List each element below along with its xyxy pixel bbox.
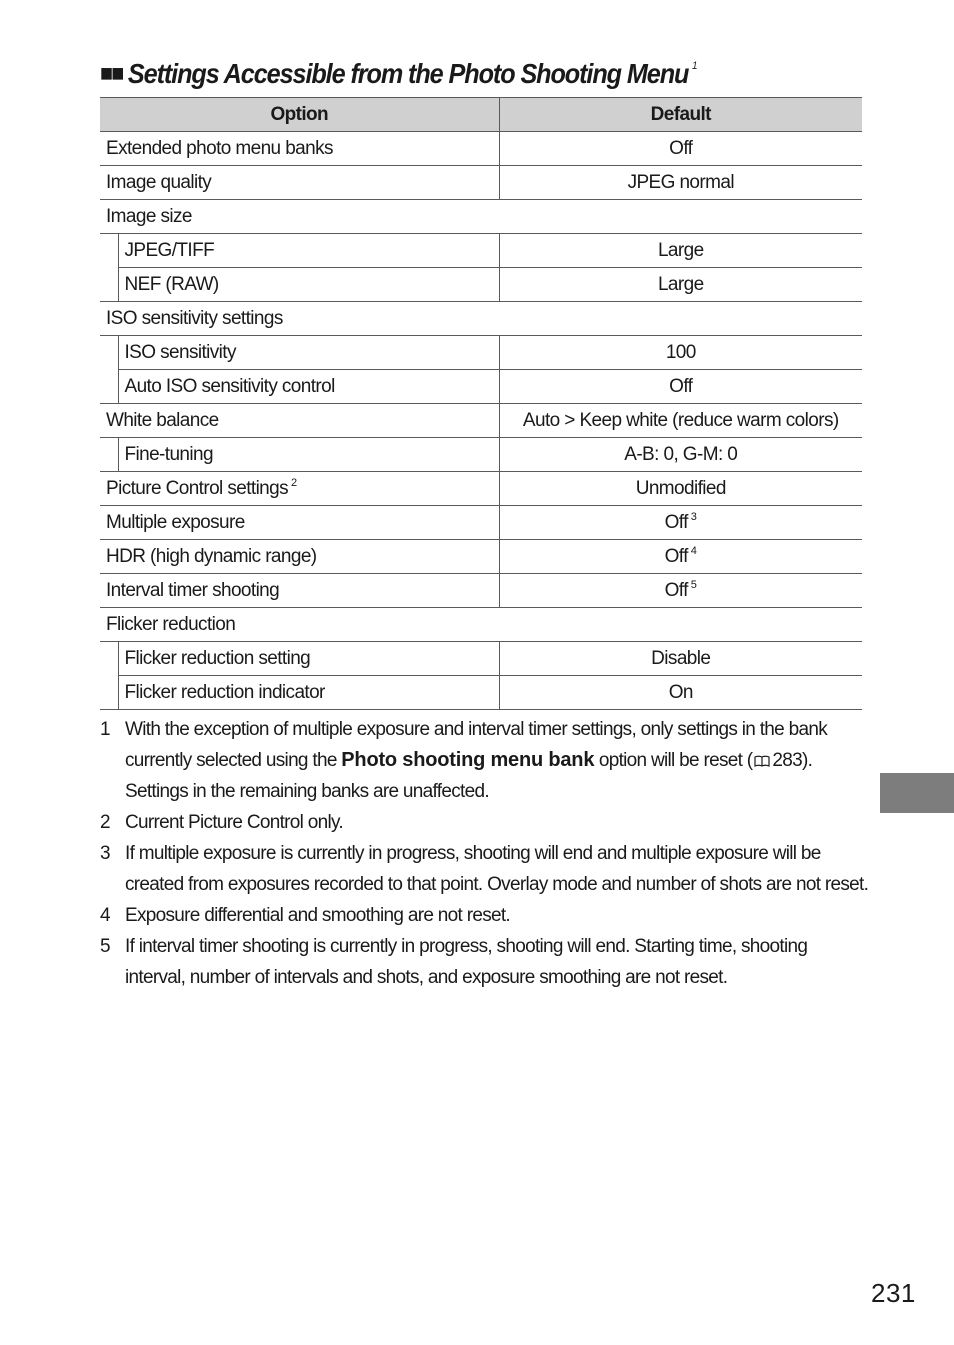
table-sub-row <box>100 336 862 370</box>
footnote-ref: 3 <box>690 511 697 523</box>
table-row <box>100 540 862 574</box>
section-tab-marker <box>880 773 954 813</box>
option-cell: Interval timer shooting <box>100 574 499 608</box>
header-default: Default <box>499 98 862 132</box>
default-cell: Unmodified <box>499 472 862 506</box>
footnote-number: 1 <box>100 719 110 740</box>
indent-gutter <box>100 676 118 710</box>
heading-footnote-ref: 1 <box>691 60 697 72</box>
option-cell <box>100 472 499 506</box>
option-cell: Image quality <box>100 166 499 200</box>
table-group-row <box>100 302 862 336</box>
footnote-item <box>100 931 870 993</box>
table-sub-row <box>100 642 862 676</box>
footnotes <box>100 714 870 993</box>
default-cell: Large <box>499 268 862 302</box>
sub-option-cell: Flicker reduction setting <box>118 642 499 676</box>
table-group-row <box>100 608 862 642</box>
footnote-text: Current Picture Control only. <box>125 812 343 833</box>
option-text: Picture Control settings <box>106 478 289 499</box>
group-label: ISO sensitivity settings <box>100 302 862 336</box>
default-cell: 100 <box>499 336 862 370</box>
option-cell: HDR (high dynamic range) <box>100 540 499 574</box>
footnote-number: 5 <box>100 936 110 957</box>
sub-option-cell: NEF (RAW) <box>118 268 499 302</box>
group-label: Flicker reduction <box>100 608 862 642</box>
footnote-text-part: ). Settings in the remaining banks are unaffected. <box>125 750 813 802</box>
indent-gutter <box>100 268 118 302</box>
indent-gutter <box>100 234 118 268</box>
table-sub-row <box>100 676 862 710</box>
footnote-item <box>100 807 870 838</box>
section-heading <box>100 48 696 92</box>
default-text: Off <box>664 512 688 533</box>
footnote-text: If multiple exposure is currently in progress, shooting will end and multiple exposure will be created from exposures recorded to that point. Overlay mode and number of shots are not reset. <box>125 843 869 895</box>
footnote-ref: 5 <box>690 579 697 591</box>
default-cell: Off <box>499 370 862 404</box>
default-cell: Large <box>499 234 862 268</box>
page-number: 231 <box>871 1278 916 1308</box>
heading-marks: ■■ <box>100 60 123 87</box>
header-option: Option <box>100 98 499 132</box>
default-cell: JPEG normal <box>499 166 862 200</box>
settings-table <box>100 97 862 710</box>
default-text: Off <box>664 580 688 601</box>
table-row <box>100 404 862 438</box>
default-cell <box>499 506 862 540</box>
footnote-item <box>100 714 870 807</box>
heading-title: Settings Accessible from the Photo Shooting Menu <box>127 58 689 89</box>
default-cell: Off <box>499 132 862 166</box>
sub-option-cell: JPEG/TIFF <box>118 234 499 268</box>
default-cell: Disable <box>499 642 862 676</box>
table-group-row <box>100 200 862 234</box>
default-cell <box>499 540 862 574</box>
option-cell: Multiple exposure <box>100 506 499 540</box>
indent-gutter <box>100 370 118 404</box>
footnote-text: Exposure differential and smoothing are not reset. <box>125 905 511 926</box>
footnote-ref: 2 <box>291 477 298 489</box>
table-row <box>100 472 862 506</box>
footnote-text: If interval timer shooting is currently in progress, shooting will end. Starting time, shooting interval, number of intervals and shots, and exposure smoothing are not reset. <box>125 936 808 988</box>
footnote-item <box>100 900 870 931</box>
footnote-text-part: option will be reset ( <box>594 750 753 771</box>
option-cell: White balance <box>100 404 499 438</box>
indent-gutter <box>100 438 118 472</box>
table-sub-row <box>100 370 862 404</box>
table-sub-row <box>100 268 862 302</box>
footnote-text-part: With the exception of multiple exposure and interval timer settings, only settings in the bank currently selected using the <box>125 719 827 771</box>
page-reference: 283 <box>772 750 803 771</box>
footnote-number: 2 <box>100 812 110 833</box>
group-label: Image size <box>100 200 862 234</box>
default-cell <box>499 574 862 608</box>
table-row <box>100 166 862 200</box>
table-sub-row <box>100 234 862 268</box>
table-header-row <box>100 98 862 132</box>
default-cell: On <box>499 676 862 710</box>
footnote-ref: 4 <box>690 545 697 557</box>
table-row <box>100 506 862 540</box>
default-cell: Auto > Keep white (reduce warm colors) <box>499 404 862 438</box>
default-cell: A-B: 0, G-M: 0 <box>499 438 862 472</box>
sub-option-cell: Auto ISO sensitivity control <box>118 370 499 404</box>
indent-gutter <box>100 642 118 676</box>
menu-item-reference: Photo shooting menu bank <box>341 749 595 771</box>
footnote-number: 3 <box>100 843 110 864</box>
footnote-item <box>100 838 870 900</box>
sub-option-cell: Fine-tuning <box>118 438 499 472</box>
book-icon <box>754 755 770 767</box>
default-text: Off <box>664 546 688 567</box>
sub-option-cell: ISO sensitivity <box>118 336 499 370</box>
option-cell: Extended photo menu banks <box>100 132 499 166</box>
table-sub-row <box>100 438 862 472</box>
table-row <box>100 132 862 166</box>
indent-gutter <box>100 336 118 370</box>
sub-option-cell: Flicker reduction indicator <box>118 676 499 710</box>
footnote-number: 4 <box>100 905 110 926</box>
footnote-text <box>125 714 870 807</box>
table-row <box>100 574 862 608</box>
